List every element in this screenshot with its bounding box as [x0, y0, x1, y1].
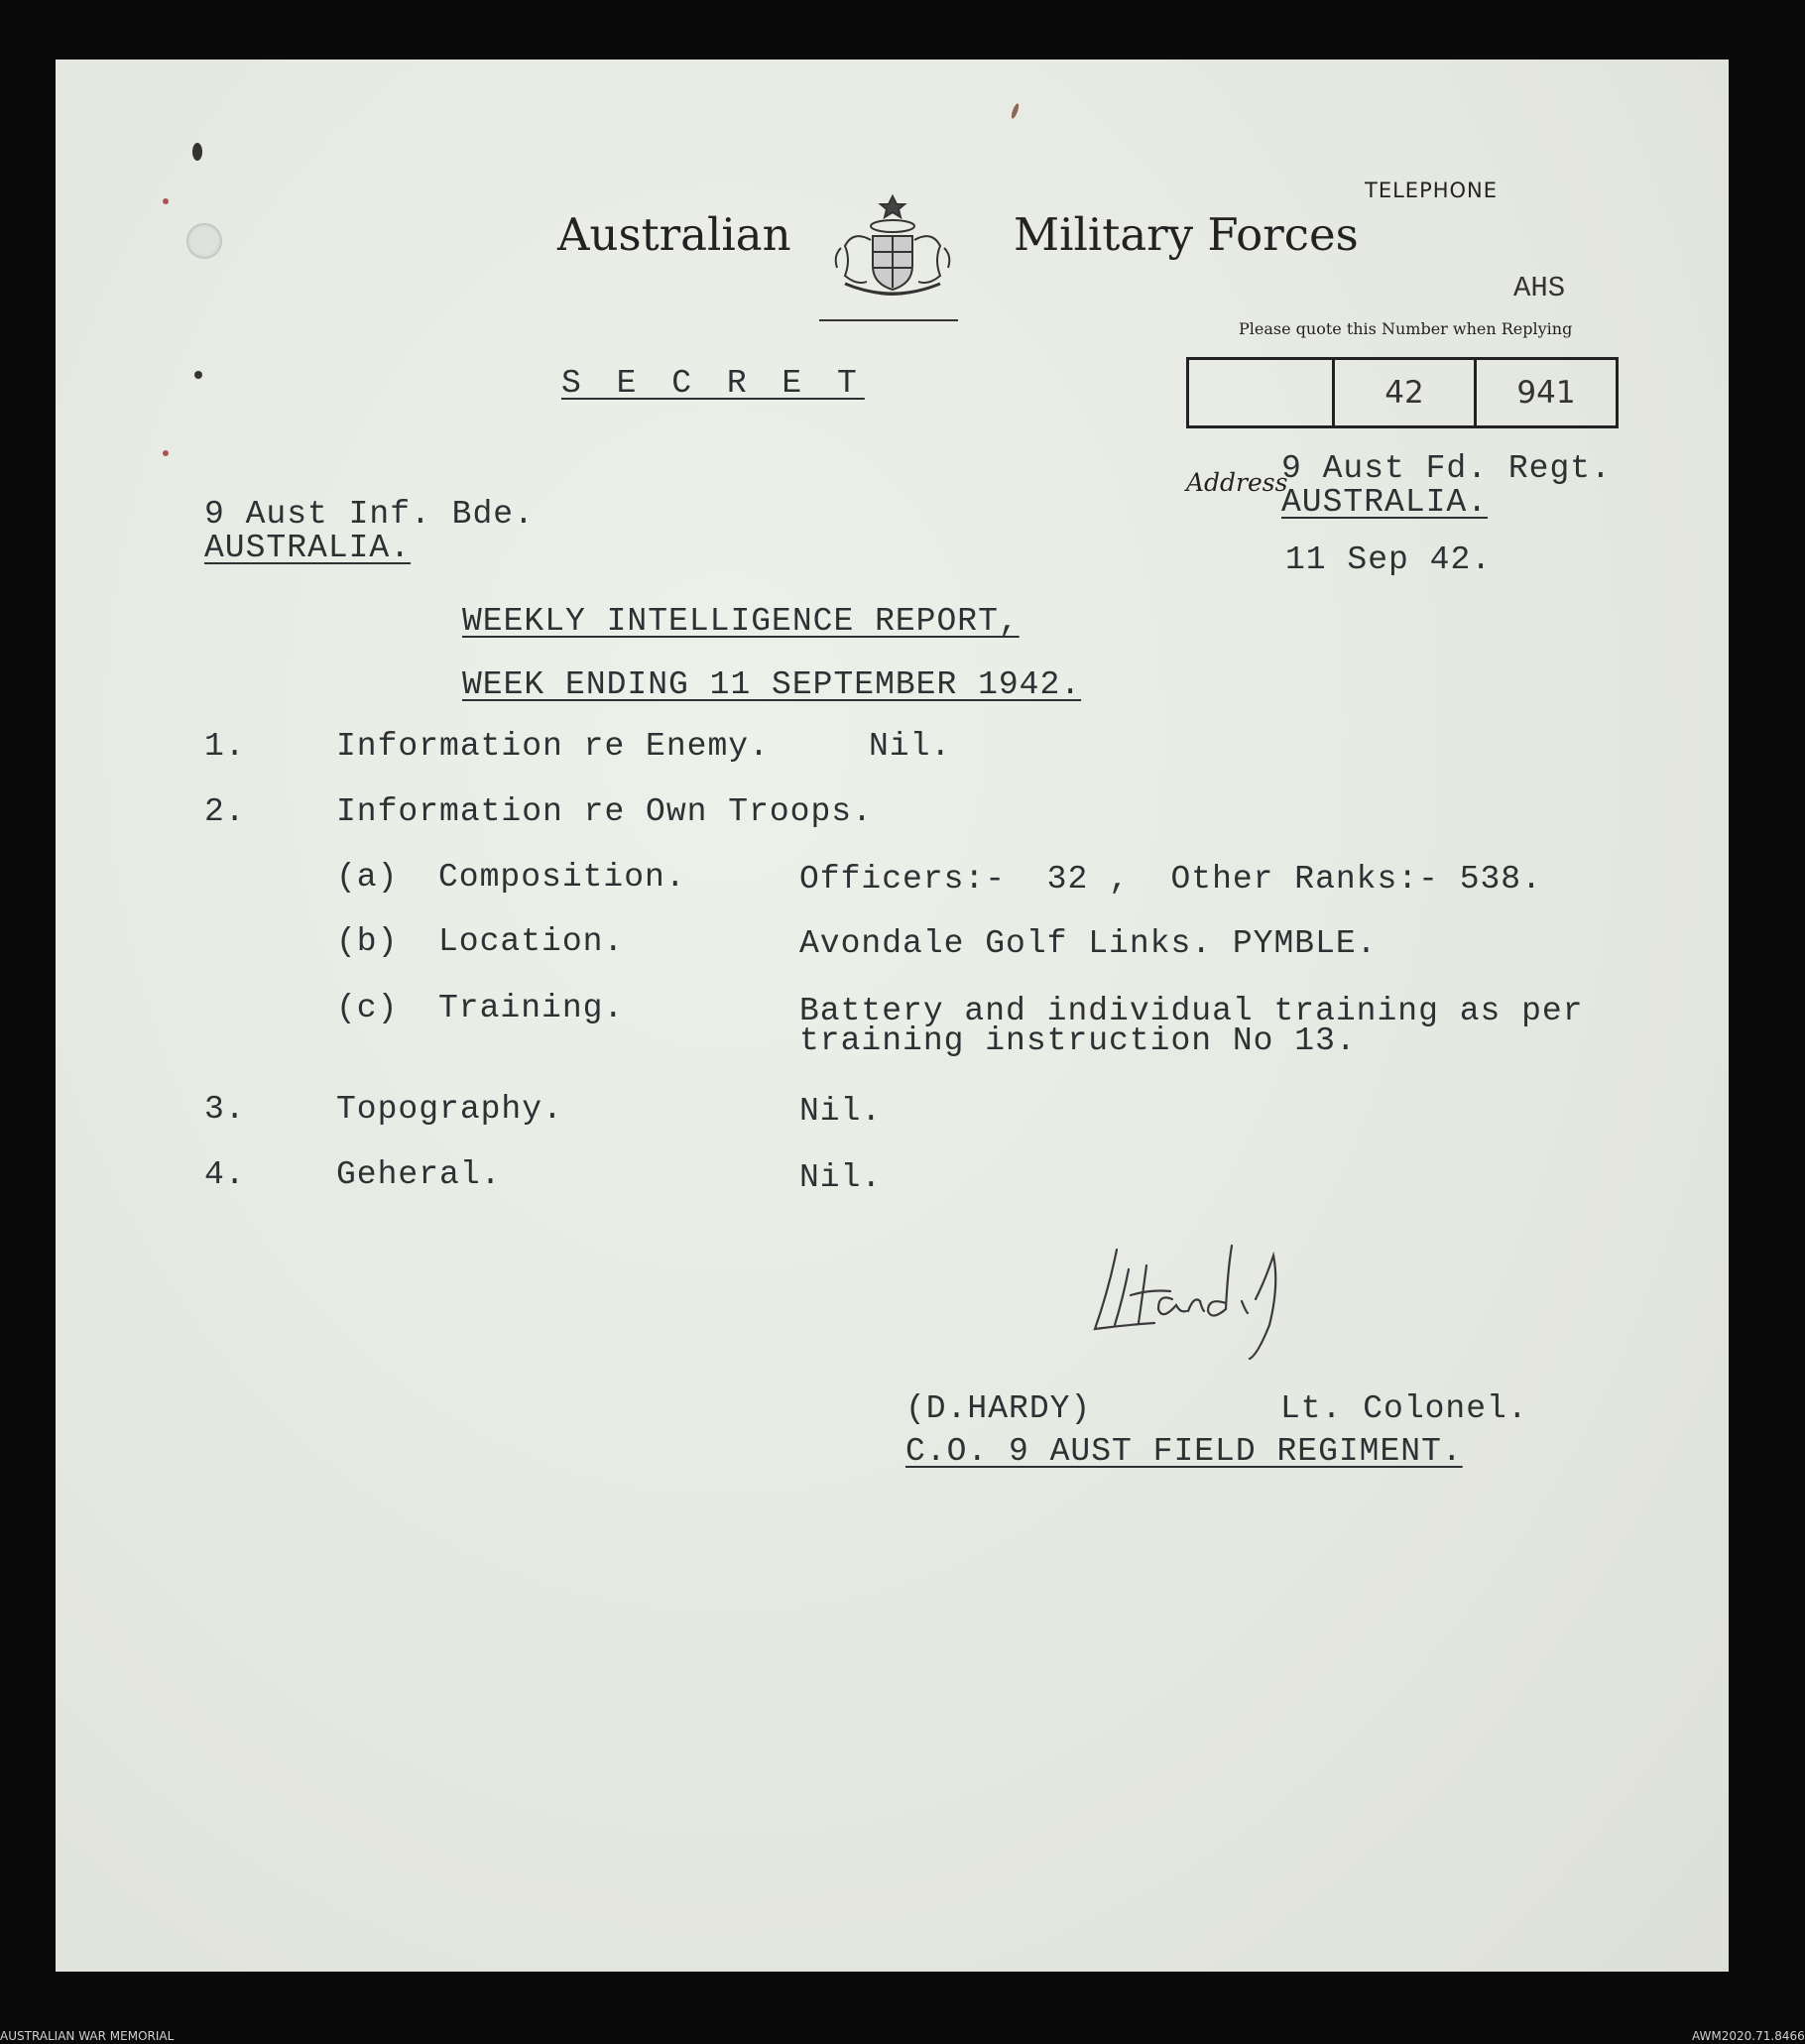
pen-mark [1010, 103, 1020, 120]
item-heading: Information re Enemy. [336, 728, 770, 765]
signatory-unit: C.O. 9 AUST FIELD REGIMENT. [905, 1433, 1463, 1470]
classification-heading: S E C R E T [561, 365, 865, 402]
reference-number-box [1186, 357, 1619, 428]
subitem-value: training instruction No 13. [799, 1022, 1357, 1059]
punch-mark [163, 198, 169, 204]
item-value: Nil. [869, 728, 952, 765]
telephone-label: TELEPHONE [1365, 179, 1499, 202]
reference-cell [1189, 360, 1335, 425]
signatory-rank: Lt. Colonel. [1280, 1390, 1528, 1427]
subitem-label: (c) [336, 990, 399, 1026]
letter-page [56, 60, 1729, 1972]
report-subtitle: WEEK ENDING 11 SEPTEMBER 1942. [462, 666, 1082, 703]
item-number: 2. [204, 793, 246, 830]
item-heading: Information re Own Troops. [336, 793, 873, 830]
footer-credit: AUSTRALIAN WAR MEMORIAL [0, 2029, 175, 2043]
letter-date [1285, 541, 1492, 578]
subitem-value: Avondale Golf Links. PYMBLE. [799, 925, 1378, 962]
telephone-value: AHS [1513, 272, 1566, 304]
report-title: WEEKLY INTELLIGENCE REPORT, [462, 603, 1020, 640]
date-text: Sep 42. [1347, 541, 1493, 578]
subitem-heading: Training. [438, 990, 625, 1026]
letterhead-left: Australian [557, 208, 791, 261]
reference-cell: 941 [1516, 375, 1576, 411]
item-value: Nil. [799, 1093, 883, 1130]
signatory-name: (D.HARDY) [905, 1390, 1092, 1427]
handwritten-signature [1077, 1230, 1335, 1369]
item-number: 4. [204, 1156, 246, 1193]
punch-hole [186, 223, 222, 259]
recipient-line: 9 Aust Inf. Bde. [204, 496, 535, 533]
footer-accession-number: AWM2020.71.8466 [1692, 2029, 1805, 2043]
subitem-label: (b) [336, 923, 399, 960]
subitem-heading: Composition. [438, 859, 686, 896]
sender-address-line: 9 Aust Fd. Regt. [1281, 450, 1612, 487]
recipient-line: AUSTRALIA. [204, 530, 412, 566]
item-value: Nil. [799, 1159, 883, 1196]
subitem-label: (a) [336, 859, 399, 896]
item-number: 1. [204, 728, 246, 765]
punch-mark [194, 371, 202, 379]
address-label: Address [1186, 468, 1288, 497]
sender-address-line: AUSTRALIA. [1281, 484, 1489, 521]
subitem-heading: Location. [438, 923, 625, 960]
reference-cell: 42 [1335, 360, 1477, 425]
letterhead-right: Military Forces [1014, 208, 1359, 261]
item-heading: Geheral. [336, 1156, 502, 1193]
punch-mark [163, 450, 169, 456]
subitem-value: Battery and individual training as per [799, 993, 1584, 1029]
letterhead-divider [819, 319, 958, 321]
punch-mark [192, 143, 202, 161]
subitem-value: Officers:- 32 , Other Ranks:- 538. [799, 861, 1542, 898]
item-heading: Topography. [336, 1091, 563, 1128]
reference-instruction: Please quote this Number when Replying [1239, 319, 1573, 338]
coat-of-arms-icon [827, 188, 958, 337]
item-number: 3. [204, 1091, 246, 1128]
date-day: 11 [1285, 541, 1327, 578]
